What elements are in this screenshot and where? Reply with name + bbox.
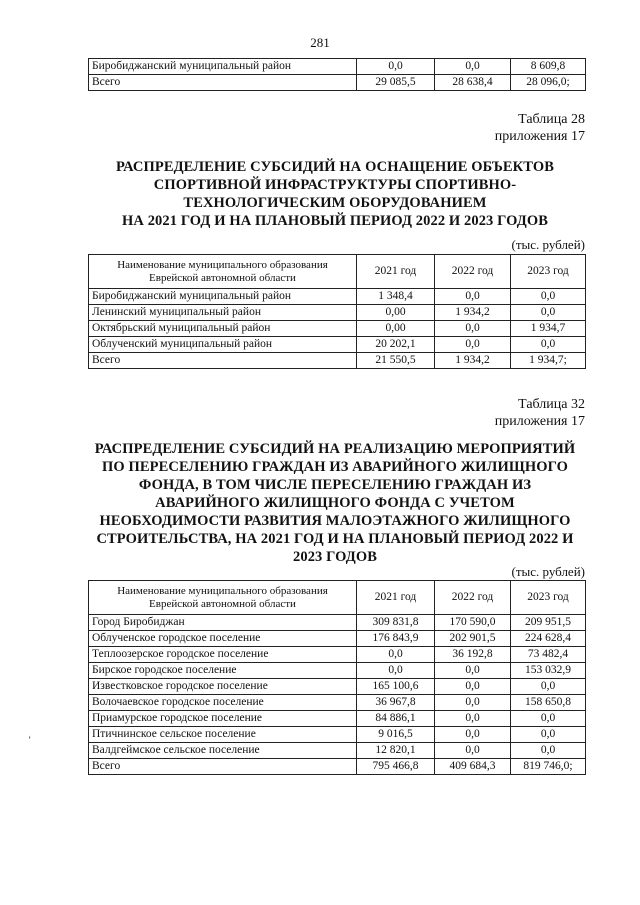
value-2022: 0,0: [435, 695, 511, 711]
value-2021: 84 886,1: [357, 711, 435, 727]
value-2021: 1 348,4: [357, 289, 435, 305]
table-row: [89, 663, 586, 679]
row-name: Город Биробиджан: [89, 615, 357, 631]
title-line: НА 2021 ГОД И НА ПЛАНОВЫЙ ПЕРИОД 2022 И 2023 ГОДОВ: [122, 213, 548, 229]
value-2021: 0,0: [357, 663, 435, 679]
table32: [88, 580, 586, 775]
table28-reference: [495, 111, 585, 145]
column-header-2023: 2023 год: [511, 581, 586, 615]
table-row-total: [89, 759, 586, 775]
value-2021: 29 085,5: [357, 75, 435, 91]
value-2022: 36 192,8: [435, 647, 511, 663]
value-2023: 0,0: [511, 727, 586, 743]
title-line: СПОРТИВНОЙ ИНФРАСТРУКТУРЫ СПОРТИВНО-: [153, 177, 517, 193]
table-row: [89, 647, 586, 663]
title-line: АВАРИЙНОГО ЖИЛИЩНОГО ФОНДА С УЧЕТОМ: [155, 495, 515, 511]
table28-units: (тыс. рублей): [511, 237, 585, 252]
value-2021: 176 843,9: [357, 631, 435, 647]
table-row: [89, 743, 586, 759]
value-2023: 0,0: [511, 679, 586, 695]
row-name: Всего: [89, 353, 357, 369]
value-2022: 0,0: [435, 321, 511, 337]
table-row: [89, 305, 586, 321]
title-line: НЕОБХОДИМОСТИ РАЗВИТИЯ МАЛОЭТАЖНОГО ЖИЛИЩНОГО: [99, 513, 571, 529]
value-2022: 1 934,2: [435, 305, 511, 321]
top-table: [88, 58, 586, 91]
value-2022: 0,0: [435, 743, 511, 759]
value-2022: 28 638,4: [435, 75, 511, 91]
table32-title: [80, 440, 590, 566]
value-2022: 0,0: [435, 727, 511, 743]
page-number: 281: [310, 35, 330, 50]
column-header-2022: 2022 год: [435, 255, 511, 289]
table32-number: Таблица 32: [518, 397, 585, 412]
row-name: Биробиджанский муниципальный район: [89, 289, 357, 305]
value-2022: 0,0: [435, 59, 511, 75]
value-2022: 170 590,0: [435, 615, 511, 631]
row-name: Теплоозерское городское поселение: [89, 647, 357, 663]
value-2021: 309 831,8: [357, 615, 435, 631]
title-line: РАСПРЕДЕЛЕНИЕ СУБСИДИЙ НА ОСНАЩЕНИЕ ОБЪЕКТОВ: [115, 159, 555, 175]
table-row: [89, 695, 586, 711]
title-line: ПО ПЕРЕСЕЛЕНИЮ ГРАЖДАН ИЗ АВАРИЙНОГО ЖИЛИЩНОГО: [102, 459, 568, 475]
value-2021: 0,0: [357, 59, 435, 75]
title-line: 2023 ГОДОВ: [293, 549, 377, 565]
row-name: Приамурское городское поселение: [89, 711, 357, 727]
table-row-total: [89, 353, 586, 369]
value-2021: 0,0: [357, 647, 435, 663]
value-2023: 73 482,4: [511, 647, 586, 663]
table32-appendix: приложения 17: [494, 414, 585, 429]
table-row: [89, 711, 586, 727]
table-row: [89, 615, 586, 631]
value-2023: 819 746,0;: [511, 759, 586, 775]
table-row-total: [89, 75, 586, 91]
row-name: Облученский муниципальный район: [89, 337, 357, 353]
value-2023: 1 934,7;: [511, 353, 586, 369]
value-2023: 1 934,7: [511, 321, 586, 337]
table28-title: [80, 158, 590, 230]
value-2023: 0,0: [511, 305, 586, 321]
value-2023: 224 628,4: [511, 631, 586, 647]
value-2021: 12 820,1: [357, 743, 435, 759]
value-2023: 153 032,9: [511, 663, 586, 679]
row-name: Птичнинское сельское поселение: [89, 727, 357, 743]
value-2021: 795 466,8: [357, 759, 435, 775]
value-2021: 165 100,6: [357, 679, 435, 695]
value-2023: 0,0: [511, 743, 586, 759]
column-header-2021: 2021 год: [357, 255, 435, 289]
value-2023: 158 650,8: [511, 695, 586, 711]
table28-appendix: приложения 17: [494, 129, 585, 144]
table-row: [89, 321, 586, 337]
row-name: Волочаевское городское поселение: [89, 695, 357, 711]
row-name: Ленинский муниципальный район: [89, 305, 357, 321]
value-2022: 1 934,2: [435, 353, 511, 369]
table-row: [89, 289, 586, 305]
title-line: ФОНДА, В ТОМ ЧИСЛЕ ПЕРЕСЕЛЕНИЮ ГРАЖДАН ИЗ: [138, 477, 532, 493]
row-name: Октябрьский муниципальный район: [89, 321, 357, 337]
value-2021: 9 016,5: [357, 727, 435, 743]
scan-mark: ‘: [28, 735, 32, 746]
row-name: Всего: [89, 759, 357, 775]
value-2021: 21 550,5: [357, 353, 435, 369]
table-row: [89, 727, 586, 743]
table28: [88, 254, 586, 369]
table32-reference: [495, 396, 585, 430]
value-2022: 0,0: [435, 679, 511, 695]
value-2023: 28 096,0;: [511, 75, 586, 91]
value-2023: 209 951,5: [511, 615, 586, 631]
table28-number: Таблица 28: [518, 112, 585, 127]
value-2021: 0,00: [357, 305, 435, 321]
value-2022: 0,0: [435, 337, 511, 353]
column-header-name: Наименование муниципального образования Еврейской автономной области: [89, 255, 357, 289]
table32-units: (тыс. рублей): [511, 564, 585, 579]
table-row: [89, 679, 586, 695]
row-name: Всего: [89, 75, 357, 91]
title-line: ТЕХНОЛОГИЧЕСКИМ ОБОРУДОВАНИЕМ: [183, 195, 487, 211]
title-line: СТРОИТЕЛЬСТВА, НА 2021 ГОД И НА ПЛАНОВЫЙ ПЕРИОД 2022 И: [96, 531, 574, 547]
row-name: Валдгеймское сельское поселение: [89, 743, 357, 759]
table-row: [89, 337, 586, 353]
row-name: Биробиджанский муниципальный район: [89, 59, 357, 75]
table-header-row: [89, 581, 586, 615]
value-2023: 0,0: [511, 337, 586, 353]
value-2021: 36 967,8: [357, 695, 435, 711]
table-header-row: [89, 255, 586, 289]
value-2022: 409 684,3: [435, 759, 511, 775]
title-line: РАСПРЕДЕЛЕНИЕ СУБСИДИЙ НА РЕАЛИЗАЦИЮ МЕРОПРИЯТИЙ: [94, 441, 576, 457]
value-2023: 0,0: [511, 289, 586, 305]
value-2022: 0,0: [435, 711, 511, 727]
row-name: Известковское городское поселение: [89, 679, 357, 695]
value-2021: 20 202,1: [357, 337, 435, 353]
value-2023: 0,0: [511, 711, 586, 727]
value-2023: 8 609,8: [511, 59, 586, 75]
value-2021: 0,00: [357, 321, 435, 337]
row-name: Бирское городское поселение: [89, 663, 357, 679]
value-2022: 202 901,5: [435, 631, 511, 647]
value-2022: 0,0: [435, 663, 511, 679]
table-row: [89, 59, 586, 75]
row-name: Облученское городское поселение: [89, 631, 357, 647]
column-header-name: Наименование муниципального образования Еврейской автономной области: [89, 581, 357, 615]
table-row: [89, 631, 586, 647]
column-header-2022: 2022 год: [435, 581, 511, 615]
value-2022: 0,0: [435, 289, 511, 305]
column-header-2023: 2023 год: [511, 255, 586, 289]
column-header-2021: 2021 год: [357, 581, 435, 615]
